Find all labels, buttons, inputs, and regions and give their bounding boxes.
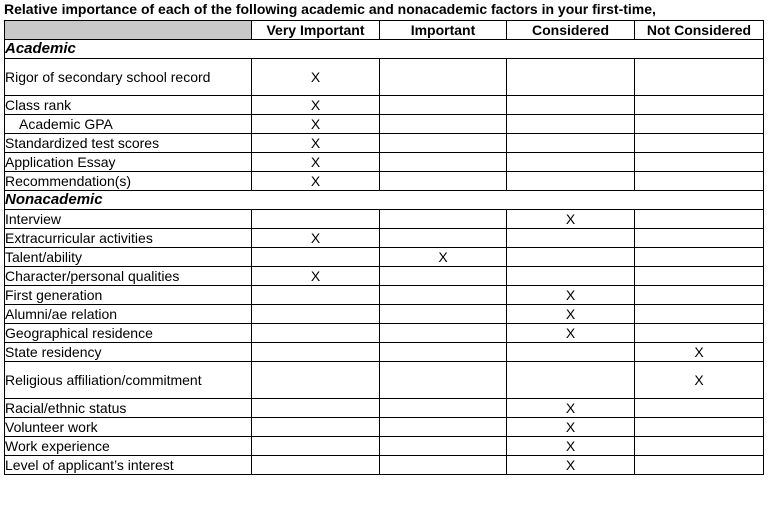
rating-cell-not-considered xyxy=(635,437,764,456)
rating-cell-not-considered xyxy=(635,153,764,172)
rating-cell-very-important: X xyxy=(252,134,380,153)
rating-cell-very-important: X xyxy=(252,115,380,134)
rating-cell-not-considered xyxy=(635,96,764,115)
rating-cell-considered xyxy=(507,153,635,172)
rating-cell-not-considered: X xyxy=(635,343,764,362)
rating-cell-not-considered xyxy=(635,134,764,153)
table-row xyxy=(5,324,764,343)
rating-cell-important xyxy=(380,362,507,399)
rating-cell-important xyxy=(380,134,507,153)
column-header-considered: Considered xyxy=(507,21,635,40)
rating-cell-considered: X xyxy=(507,210,635,229)
factor-label: State residency xyxy=(5,343,252,362)
rating-cell-not-considered xyxy=(635,456,764,475)
table-row xyxy=(5,134,764,153)
rating-cell-not-considered xyxy=(635,229,764,248)
rating-cell-important xyxy=(380,267,507,286)
rating-cell-very-important xyxy=(252,437,380,456)
rating-cell-very-important xyxy=(252,362,380,399)
rating-cell-considered: X xyxy=(507,456,635,475)
section-row-nonacademic xyxy=(5,191,764,210)
table-row xyxy=(5,437,764,456)
rating-cell-considered: X xyxy=(507,437,635,456)
rating-cell-considered xyxy=(507,343,635,362)
rating-cell-very-important xyxy=(252,286,380,305)
rating-cell-considered xyxy=(507,96,635,115)
admission-factors-table xyxy=(4,20,764,475)
table-body xyxy=(5,40,764,475)
rating-cell-important xyxy=(380,343,507,362)
table-row xyxy=(5,153,764,172)
rating-cell-very-important: X xyxy=(252,229,380,248)
rating-cell-important xyxy=(380,305,507,324)
table-row xyxy=(5,248,764,267)
rating-cell-considered xyxy=(507,229,635,248)
section-heading: Nonacademic xyxy=(5,191,764,210)
table-row xyxy=(5,399,764,418)
factor-label: Character/personal qualities xyxy=(5,267,252,286)
rating-cell-very-important xyxy=(252,343,380,362)
rating-cell-considered: X xyxy=(507,286,635,305)
section-heading: Academic xyxy=(5,40,764,59)
factor-label: First generation xyxy=(5,286,252,305)
factor-label: Level of applicant’s interest xyxy=(5,456,252,475)
rating-cell-important xyxy=(380,324,507,343)
rating-cell-very-important xyxy=(252,248,380,267)
table-row xyxy=(5,96,764,115)
rating-cell-not-considered xyxy=(635,59,764,96)
rating-cell-considered xyxy=(507,362,635,399)
factor-label: Religious affiliation/commitment xyxy=(5,362,252,399)
rating-cell-important xyxy=(380,96,507,115)
rating-cell-important xyxy=(380,172,507,191)
column-header-important: Important xyxy=(380,21,507,40)
rating-cell-considered: X xyxy=(507,418,635,437)
table-row xyxy=(5,343,764,362)
rating-cell-important xyxy=(380,418,507,437)
rating-cell-very-important: X xyxy=(252,172,380,191)
table-row xyxy=(5,418,764,437)
rating-cell-important xyxy=(380,456,507,475)
rating-cell-very-important xyxy=(252,418,380,437)
factor-label: Interview xyxy=(5,210,252,229)
rating-cell-not-considered xyxy=(635,267,764,286)
factor-label: Class rank xyxy=(5,96,252,115)
table-row xyxy=(5,115,764,134)
factor-label: Academic GPA xyxy=(5,115,252,134)
rating-cell-very-important xyxy=(252,456,380,475)
rating-cell-not-considered xyxy=(635,286,764,305)
factor-label: Geographical residence xyxy=(5,324,252,343)
header-row xyxy=(5,21,764,40)
table-row xyxy=(5,172,764,191)
rating-cell-not-considered xyxy=(635,172,764,191)
factor-label: Talent/ability xyxy=(5,248,252,267)
table-row xyxy=(5,305,764,324)
rating-cell-not-considered xyxy=(635,248,764,267)
rating-cell-very-important: X xyxy=(252,153,380,172)
rating-cell-considered: X xyxy=(507,305,635,324)
factor-label: Recommendation(s) xyxy=(5,172,252,191)
rating-cell-considered xyxy=(507,248,635,267)
table-row xyxy=(5,59,764,96)
table-row xyxy=(5,267,764,286)
table-row xyxy=(5,210,764,229)
rating-cell-not-considered xyxy=(635,305,764,324)
rating-cell-very-important xyxy=(252,305,380,324)
rating-cell-considered: X xyxy=(507,399,635,418)
rating-cell-considered xyxy=(507,59,635,96)
column-header-not-considered: Not Considered xyxy=(635,21,764,40)
factor-label: Work experience xyxy=(5,437,252,456)
rating-cell-important xyxy=(380,286,507,305)
table-row xyxy=(5,456,764,475)
rating-cell-considered xyxy=(507,267,635,286)
rating-cell-not-considered xyxy=(635,210,764,229)
rating-cell-very-important: X xyxy=(252,267,380,286)
rating-cell-important: X xyxy=(380,248,507,267)
factor-label: Rigor of secondary school record xyxy=(5,59,252,96)
rating-cell-not-considered xyxy=(635,399,764,418)
rating-cell-not-considered: X xyxy=(635,362,764,399)
factor-label: Alumni/ae relation xyxy=(5,305,252,324)
table-row xyxy=(5,286,764,305)
rating-cell-important xyxy=(380,153,507,172)
rating-cell-not-considered xyxy=(635,418,764,437)
factor-label: Standardized test scores xyxy=(5,134,252,153)
rating-cell-important xyxy=(380,59,507,96)
factor-label: Racial/ethnic status xyxy=(5,399,252,418)
rating-cell-important xyxy=(380,437,507,456)
rating-cell-very-important xyxy=(252,210,380,229)
rating-cell-very-important xyxy=(252,324,380,343)
table-row xyxy=(5,362,764,399)
rating-cell-important xyxy=(380,399,507,418)
factor-label: Extracurricular activities xyxy=(5,229,252,248)
rating-cell-not-considered xyxy=(635,324,764,343)
rating-cell-very-important: X xyxy=(252,96,380,115)
rating-cell-not-considered xyxy=(635,115,764,134)
rating-cell-considered xyxy=(507,134,635,153)
factor-label: Volunteer work xyxy=(5,418,252,437)
rating-cell-very-important xyxy=(252,399,380,418)
factor-label: Application Essay xyxy=(5,153,252,172)
rating-cell-very-important: X xyxy=(252,59,380,96)
rating-cell-considered xyxy=(507,172,635,191)
rating-cell-important xyxy=(380,229,507,248)
rating-cell-important xyxy=(380,210,507,229)
page-title: Relative importance of each of the following academic and nonacademic factors in your first-time, xyxy=(4,1,656,17)
section-row-academic xyxy=(5,40,764,59)
header-corner-cell xyxy=(5,21,252,40)
rating-cell-considered xyxy=(507,115,635,134)
table-row xyxy=(5,229,764,248)
column-header-very-important: Very Important xyxy=(252,21,380,40)
rating-cell-important xyxy=(380,115,507,134)
rating-cell-considered: X xyxy=(507,324,635,343)
